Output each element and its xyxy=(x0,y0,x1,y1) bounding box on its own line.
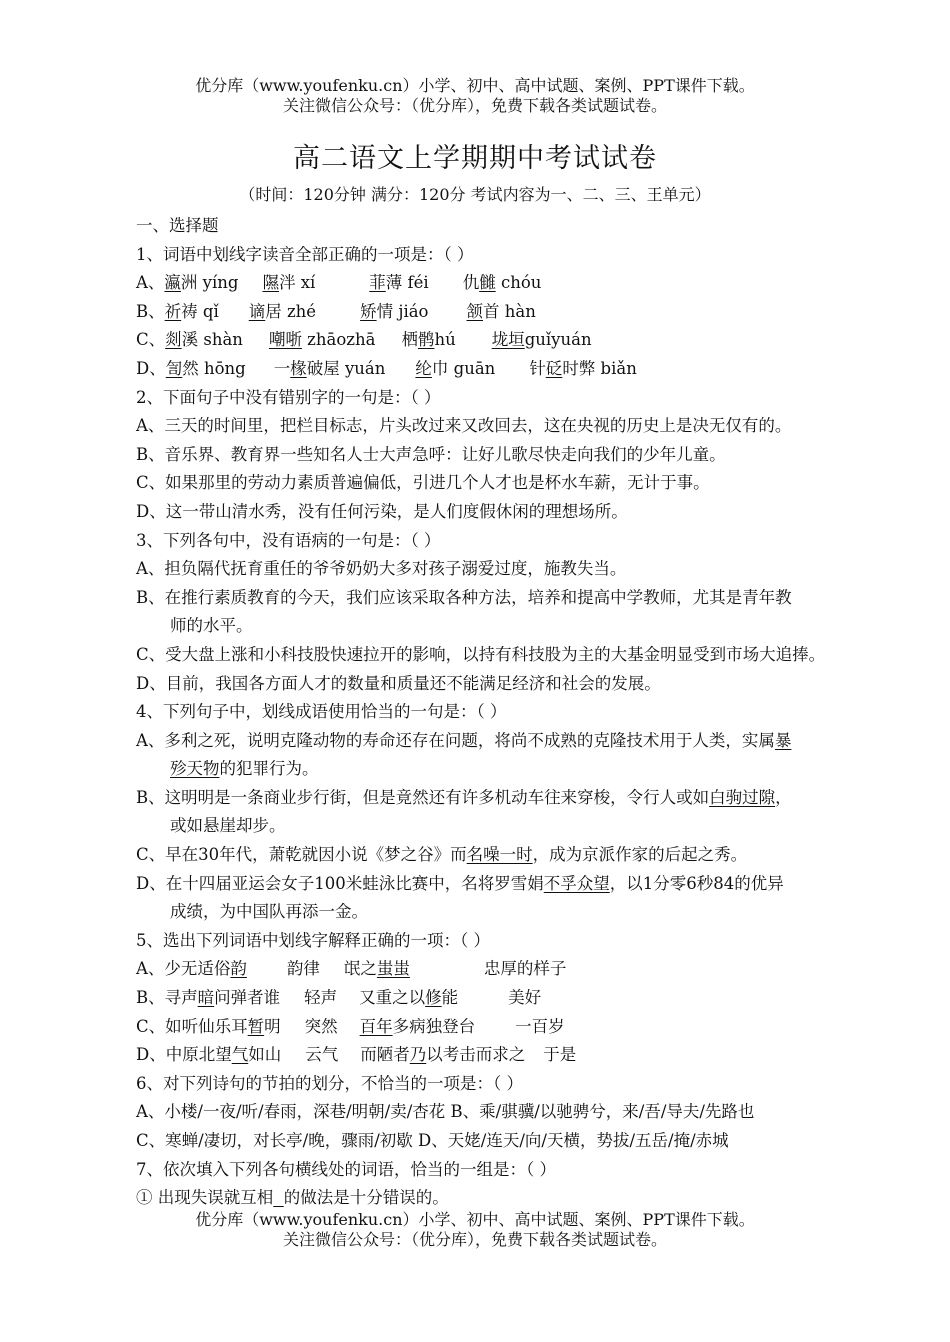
question-4-stem: 4、下列句子中，划线成语使用恰当的一句是：（ ） xyxy=(136,702,507,722)
question-7-sentence-1: ① 出现失误就互相 的做法是十分错误的。 xyxy=(136,1188,449,1208)
question-3-option-a: A、担负隔代抚育重任的爷爷奶奶大多对孩子溺爱过度，施教失当。 xyxy=(136,559,627,579)
question-2-stem: 2、下面句子中没有错别字的一句是：（ ） xyxy=(136,387,441,407)
exam-subtitle: （时间：120分钟 满分：120分 考试内容为一、二、三、王单元） xyxy=(239,185,711,204)
question-5-option-c: C、如听仙乐耳暂明 突然 百年多病独登台 一百岁 xyxy=(136,1016,565,1036)
question-1-option-b: B、祈祷 qǐ 谪居 zhé 矫情 jiáo 颔首 hàn xyxy=(136,301,536,321)
footer-line-2: 关注微信公众号：（优分库），免费下载各类试题试卷。 xyxy=(282,1230,667,1249)
header-line-1: 优分库（www.youfenku.cn）小学、初中、高中试题、案例、PPT课件下载。 xyxy=(195,76,755,95)
question-3-option-d: D、目前，我国各方面人才的数量和质量还不能满足经济和社会的发展。 xyxy=(136,673,661,693)
question-1-option-d: D、訇然 hōng 一椽破屋 yuán 纶巾 guān 针砭时弊 biǎn xyxy=(136,358,637,378)
question-4-option-a-cont: 殄天物的犯罪行为。 xyxy=(170,759,319,779)
question-3-option-b-cont: 师的水平。 xyxy=(170,616,253,636)
page-footer xyxy=(0,1210,950,1250)
footer-line-1: 优分库（www.youfenku.cn）小学、初中、高中试题、案例、PPT课件下载。 xyxy=(195,1210,755,1229)
exam-title: 高二语文上学期期中考试试卷 xyxy=(293,143,657,174)
question-5-option-a: A、少无适俗韵 韵律 氓之蚩蚩 忠厚的样子 xyxy=(136,959,567,979)
question-4-option-b-cont: 或如悬崖却步。 xyxy=(170,816,286,836)
question-3-option-b: B、在推行素质教育的今天，我们应该采取各种方法，培养和提高中学教师，尤其是青年教 xyxy=(136,587,792,607)
section-heading: 一、选择题 xyxy=(136,216,219,235)
question-2-option-b: B、音乐界、教育界一些知名人士大声急呼：让好儿歌尽快走向我们的少年儿童。 xyxy=(136,444,726,464)
exam-content xyxy=(136,212,916,1213)
question-3-option-c: C、受大盘上涨和小科技股快速拉开的影响，以持有科技股为主的大基金明显受到市场大追捧。 xyxy=(136,644,826,664)
question-1-stem: 1、词语中划线字读音全部正确的一项是：（ ） xyxy=(136,244,474,264)
question-6-options-cd: C、寒蝉/凄切，对长亭/晚，骤雨/初歇 D、天姥/连天/向/天横，势拔/五岳/掩/赤城 xyxy=(136,1131,729,1150)
question-6-stem: 6、对下列诗句的节拍的划分，不恰当的一项是：（ ） xyxy=(136,1073,523,1093)
question-5-option-d: D、中原北望气如山 云气 而陋者乃以考击而求之 于是 xyxy=(136,1045,577,1065)
question-4-option-d-cont: 成绩，为中国队再添一金。 xyxy=(170,902,368,922)
header-line-2: 关注微信公众号：（优分库），免费下载各类试题试卷。 xyxy=(282,96,667,115)
question-2-option-c: C、如果那里的劳动力素质普遍偏低，引进几个人才也是杯水车薪，无计于事。 xyxy=(136,473,710,493)
question-2-option-d: D、这一带山清水秀，没有任何污染，是人们度假休闲的理想场所。 xyxy=(136,501,628,521)
question-1-option-a: A、瀛洲 yíng 隰泮 xí 菲薄 féi 仇雠 chóu xyxy=(136,273,542,293)
question-4-option-d: D、在十四届亚运会女子100米蛙泳比赛中，名将罗雪娟不孚众望，以1分零6秒84的优异 xyxy=(136,873,784,893)
question-6-options-ab: A、小楼/一夜/听/春雨，深巷/明朝/卖/杏花 B、乘/骐骥/以驰骋兮，来/吾/导夫/先路也 xyxy=(136,1102,755,1122)
question-3-stem: 3、下列各句中，没有语病的一句是：（ ） xyxy=(136,530,441,550)
question-4-option-a: A、多利之死，说明克隆动物的寿命还存在问题，将尚不成熟的克隆技术用于人类，实属暴 xyxy=(136,730,792,750)
question-4-option-b: B、这明明是一条商业步行街，但是竟然还有许多机动车往来穿梭，令行人或如白驹过隙， xyxy=(136,787,792,807)
question-7-stem: 7、依次填入下列各句横线处的词语，恰当的一组是：（ ） xyxy=(136,1159,556,1179)
question-5-option-b: B、寻声暗问弹者谁 轻声 又重之以修能 美好 xyxy=(136,988,542,1008)
question-5-stem: 5、选出下列词语中划线字解释正确的一项：（ ） xyxy=(136,930,490,950)
question-4-option-c: C、早在30年代，萧乾就因小说《梦之谷》而名噪一时，成为京派作家的后起之秀。 xyxy=(136,845,748,865)
page-header xyxy=(0,76,950,116)
question-2-option-a: A、三天的时间里，把栏目标志，片头改过来又改回去，这在央视的历史上是决无仅有的。 xyxy=(136,416,792,436)
question-1-option-c: C、剡溪 shàn 嘲哳 zhāozhā 栖鹘hú 垅垣guǐyuán xyxy=(136,330,592,350)
